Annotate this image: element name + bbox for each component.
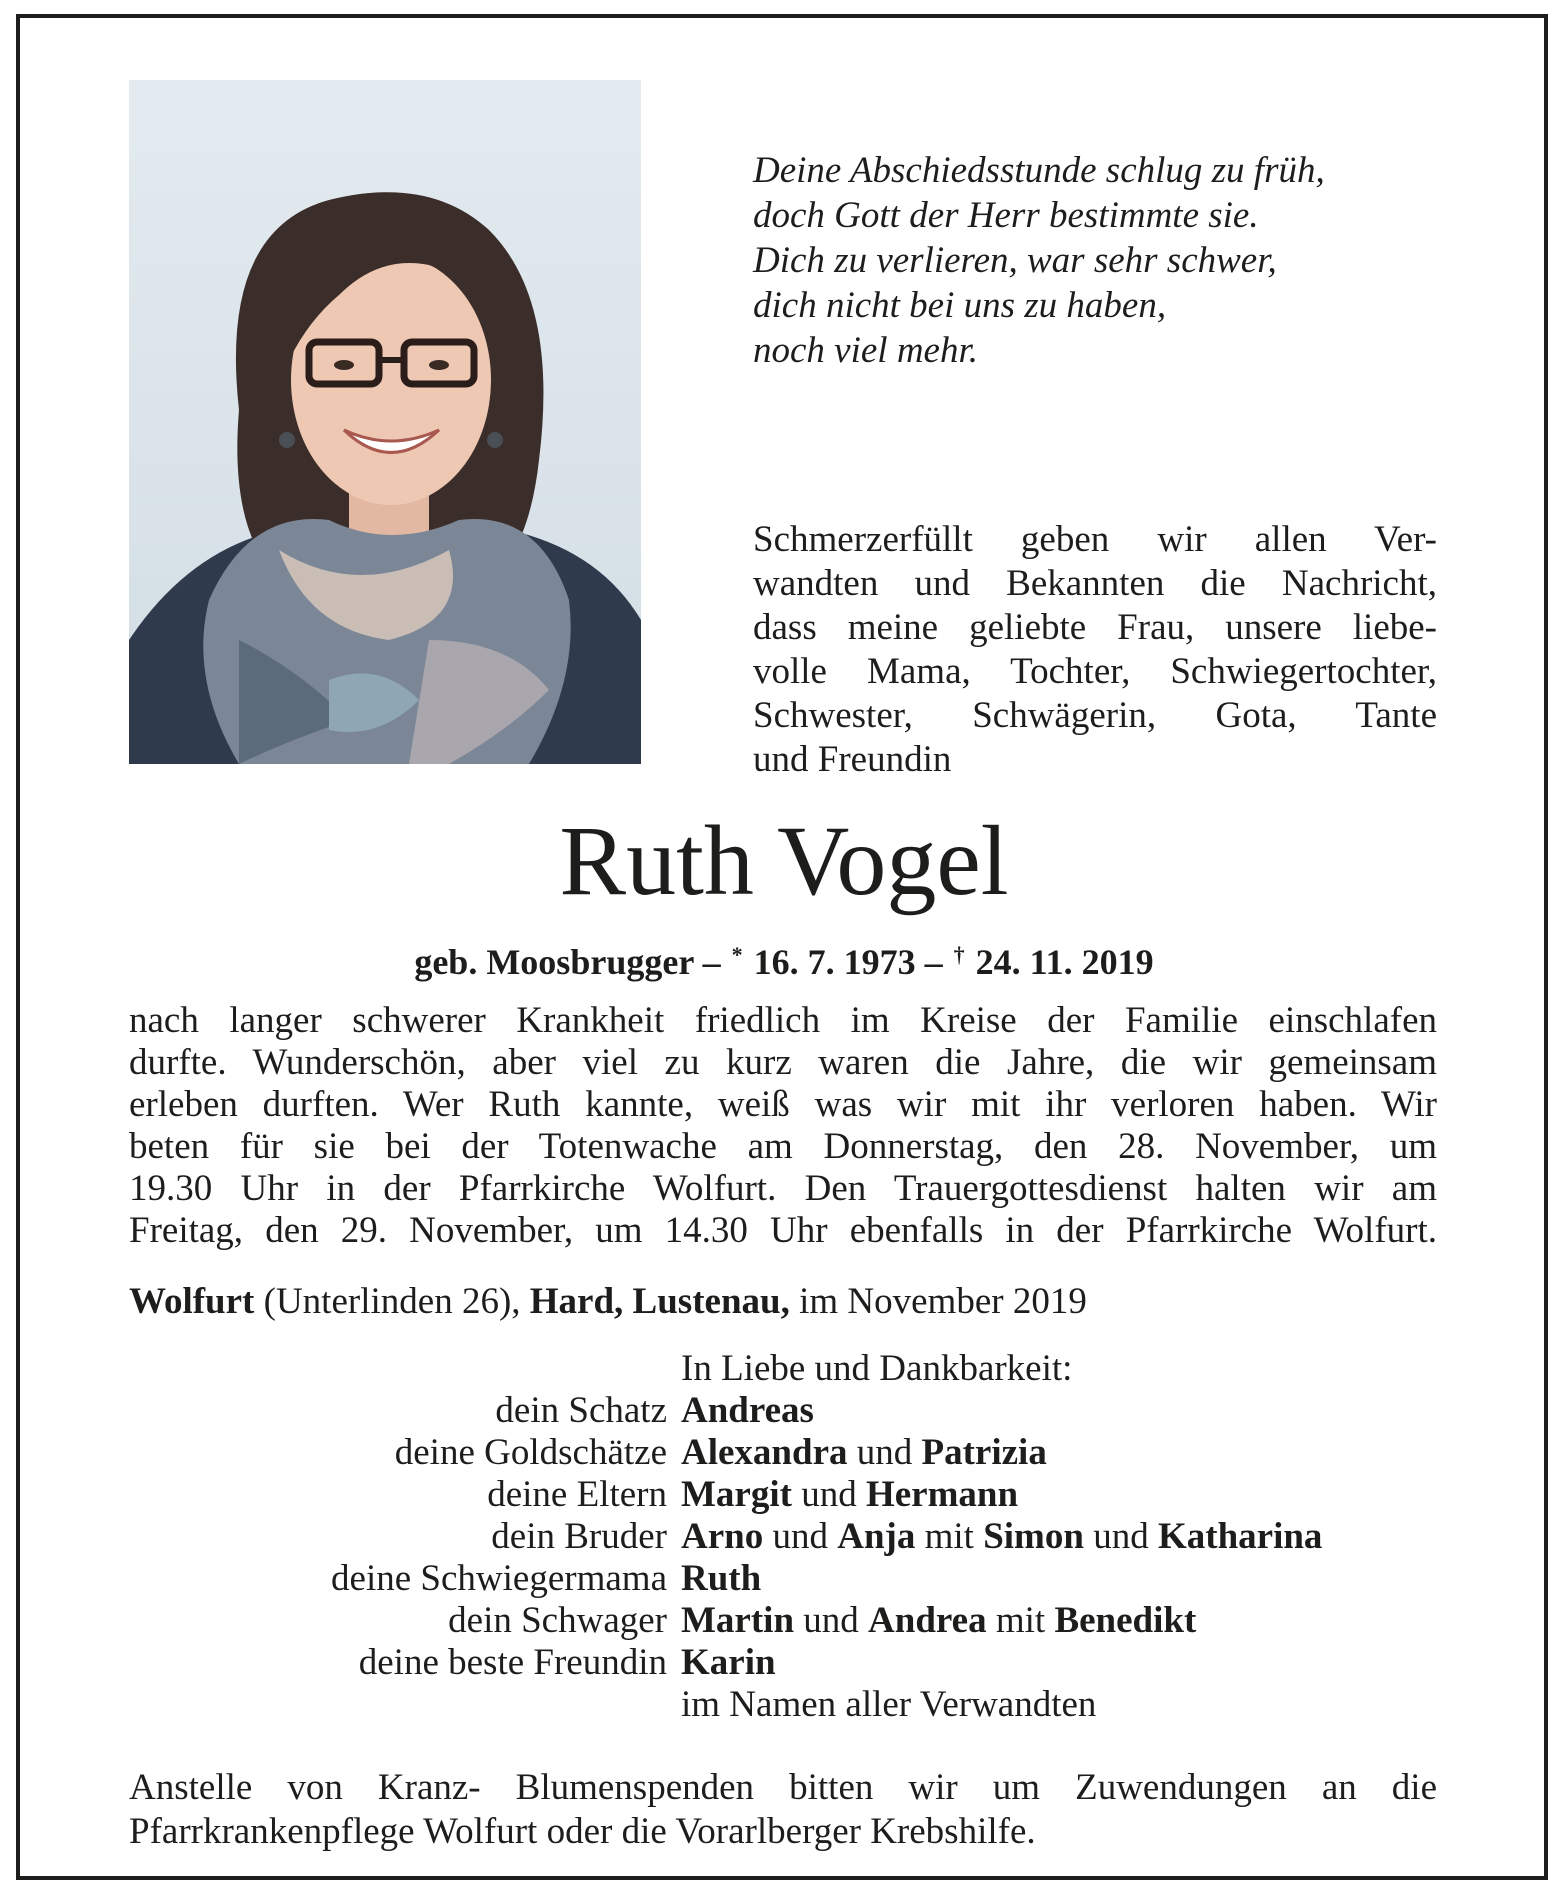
poem-line: doch Gott der Herr bestimmte sie. [753,195,1259,236]
poem-line: Dich zu verlieren, war sehr schwer, [753,240,1277,281]
signers-block [129,1348,1437,1726]
date-separator: – [915,942,952,982]
signer-connector: und [763,1516,838,1557]
signer-role: deine Goldschätze [394,1432,667,1473]
body-line [129,1126,1437,1168]
signers-heading-row [129,1348,1437,1390]
birth-name: geb. Moosbrugger [414,942,694,982]
signer-role: deine Eltern [487,1474,667,1515]
signer-name: Ruth [681,1558,762,1599]
signers-footer-row [129,1684,1437,1726]
date-separator: – [693,942,730,982]
signer-connector: mit [915,1516,984,1557]
body-paragraph [129,1000,1437,1252]
body-line-text: 19.30 Uhr in der Pfarrkirche Wolfurt. Den Trauergottesdienst halten wir am [129,1168,1437,1209]
birth-date: 16. 7. 1973 [744,942,916,982]
portrait-photo [129,80,641,764]
signer-row [129,1600,1437,1642]
poem-line: Deine Abschiedsstunde schlug zu früh, [753,150,1325,191]
poem-line: dich nicht bei uns zu haben, [753,285,1167,326]
body-line-text: nach langer schwerer Krankheit friedlich im Kreise der Familie einschlafen [129,1000,1437,1041]
signer-name: Arno [681,1516,764,1557]
signer-names [681,1432,1047,1474]
signer-names [681,1474,1018,1516]
signer-name: Patrizia [921,1432,1047,1473]
signer-role: deine Schwiegermama [331,1558,667,1599]
place-others: Hard, Lustenau, [529,1281,790,1322]
body-line [129,1168,1437,1210]
place-address: (Unterlinden 26), [254,1281,530,1322]
signer-names [681,1390,814,1432]
poem-line: noch viel mehr. [753,330,979,371]
signer-name: Anja [837,1516,916,1557]
closing-line: Pfarrkrankenpflege Wolfurt oder die Vorarlberger Krebshilfe. [129,1811,1036,1852]
deceased-name: Ruth Vogel [559,805,1009,916]
closing-paragraph [129,1766,1437,1854]
signer-row [129,1474,1437,1516]
body-line-text: Freitag, den 29. November, um 14.30 Uhr ebenfalls in der Pfarrkirche Wolfurt. [129,1210,1437,1251]
signer-name: Karin [681,1642,776,1683]
signer-connector: und [794,1600,869,1641]
body-line [129,1042,1437,1084]
body-line-text: erleben durften. Wer Ruth kannte, weiß was wir mit ihr verloren haben. Wir [129,1084,1437,1125]
body-line-text: beten für sie bei der Totenwache am Donnerstag, den 28. November, um [129,1126,1437,1167]
signer-row [129,1390,1437,1432]
signers-heading: In Liebe und Dankbarkeit: [681,1348,1073,1389]
intro-paragraph [753,518,1437,782]
signer-row [129,1642,1437,1684]
intro-line: wandten und Bekannten die Nachricht, [753,563,1437,604]
signer-names [681,1642,776,1684]
signer-role: dein Schwager [448,1600,667,1641]
death-symbol: † [953,942,965,967]
intro-line: Schwester, Schwägerin, Gota, Tante [753,695,1437,736]
signer-name: Martin [681,1600,795,1641]
signers-footer: im Namen aller Verwandten [681,1684,1097,1725]
life-dates [0,932,1568,985]
signer-connector: und [847,1432,922,1473]
signer-name: Simon [983,1516,1084,1557]
death-date: 24. 11. 2019 [966,942,1154,982]
signer-role: dein Bruder [491,1516,667,1557]
signer-role: dein Schatz [495,1390,667,1431]
intro-line: volle Mama, Tochter, Schwiegertochter, [753,651,1437,692]
poem [753,148,1433,373]
signer-names [681,1558,761,1600]
signer-connector: und [791,1474,866,1515]
signer-role: deine beste Freundin [358,1642,667,1683]
signer-name: Benedikt [1054,1600,1197,1641]
body-line [129,1210,1437,1252]
signer-name: Andreas [681,1390,814,1431]
intro-line: dass meine geliebte Frau, unsere liebe- [753,607,1437,648]
signer-name: Hermann [865,1474,1019,1515]
signer-row [129,1516,1437,1558]
signer-name: Andrea [868,1600,987,1641]
body-line-text: durfte. Wunderschön, aber viel zu kurz waren die Jahre, die wir gemeinsam [129,1042,1437,1083]
intro-line: Schmerzerfüllt geben wir allen Ver- [753,519,1437,560]
signer-row [129,1432,1437,1474]
place-town: Wolfurt [129,1281,255,1322]
signer-names [681,1516,1322,1558]
signer-names [681,1600,1196,1642]
signer-name: Alexandra [681,1432,848,1473]
intro-line: und Freundin [753,739,952,780]
signer-row [129,1558,1437,1600]
signer-name: Katharina [1157,1516,1323,1557]
signer-connector: und [1083,1516,1158,1557]
birth-symbol: * [731,942,743,967]
body-line [129,1000,1437,1042]
signer-name: Margit [681,1474,792,1515]
place-date: im November 2019 [789,1281,1087,1322]
signer-connector: mit [986,1600,1055,1641]
place-date-line [129,1280,1437,1324]
closing-line: Anstelle von Kranz- Blumenspenden bitten wir um Zuwendungen an die [129,1767,1437,1808]
body-line [129,1084,1437,1126]
portrait-illustration [129,80,641,764]
